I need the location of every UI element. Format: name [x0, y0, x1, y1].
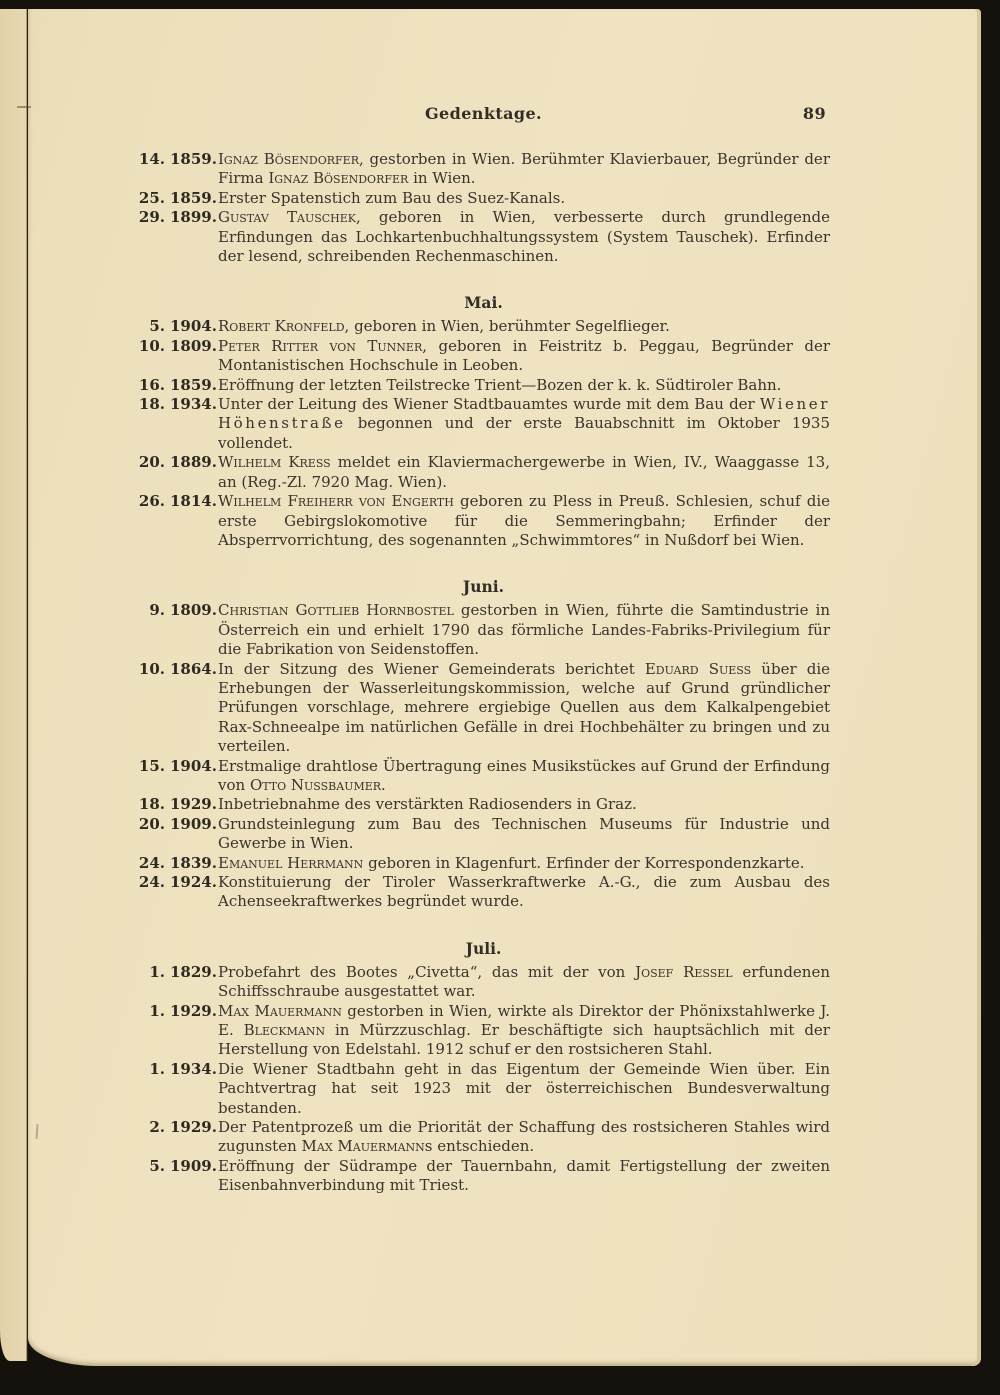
entry-year: 1909. — [170, 814, 217, 833]
entry-day: 29. — [138, 208, 165, 227]
entry-row — [135, 395, 832, 453]
entries-group — [135, 150, 832, 266]
entry-day: 1. — [149, 1059, 165, 1078]
entry-year: 1929. — [170, 1118, 217, 1137]
entry-text — [218, 1002, 830, 1060]
section-heading: Juni. — [462, 577, 505, 597]
entry-row — [135, 1118, 832, 1157]
entry-day: 18. — [138, 795, 165, 814]
person-name: Gustav Tauschek — [218, 208, 357, 227]
person-name: Bleckmann — [243, 1021, 326, 1040]
plain-text: Probefahrt des Bootes „Civetta“, das mit der von — [218, 962, 636, 981]
entry-text — [218, 337, 830, 376]
person-name: Josef Ressel — [635, 962, 733, 981]
entry-text — [218, 854, 830, 873]
plain-text: In der Sitzung des Wiener Gemeinderats berichtet — [218, 659, 645, 678]
plain-text: meldet ein Klaviermachergewerbe in Wien, IV., Waaggasse 13, an (Reg.-Zl. 7920 Mag. Wien). — [218, 453, 830, 491]
entry-day: 24. — [138, 873, 165, 891]
entry-row — [135, 376, 832, 395]
person-name: Christian Gottlieb Hornbostel — [218, 601, 454, 620]
plain-text: geboren in Klagenfurt. Erfinder der Korrespondenzkarte. — [363, 853, 805, 872]
plain-text: Erstmalige drahtlose Übertragung eines Musikstückes auf Grund der Erfindung von — [218, 756, 830, 794]
entry-row — [135, 1002, 832, 1060]
plain-text: , geboren in Feistritz b. Peggau, Begründer der Montanistischen Hochschule in Leoben. — [218, 336, 831, 375]
entry-year: 1904. — [170, 756, 217, 775]
entry-year: 1859. — [170, 375, 217, 394]
plain-text: , gestorben in Wien. Berühmter Klavierbauer, Begründer der Firma — [218, 150, 830, 188]
person-name: Ignaz Bösendorfer — [218, 150, 359, 168]
entry-day: 20. — [138, 453, 165, 472]
plain-text: in Wien. — [408, 169, 476, 188]
plain-text: Die Wiener Stadtbahn geht in das Eigentum der Gemeinde Wien über. Ein Pachtvertrag hat seit 1923 mit der österreichischen Bundesverwaltung bestanden. — [218, 1059, 830, 1117]
plain-text: , geboren in Wien, berühmter Segelflieger. — [344, 317, 670, 336]
person-name: Wilhelm Kress — [218, 453, 331, 472]
entry-day: 2. — [149, 1118, 165, 1137]
spaced-emphasis-text: Wiener Höhenstraße — [218, 395, 830, 433]
entry-year: 1899. — [170, 208, 217, 227]
entry-text — [218, 873, 830, 912]
plain-text: Inbetriebnahme des verstärkten Radiosenders in Graz. — [218, 795, 637, 814]
entry-text — [218, 1118, 830, 1157]
entry-row — [135, 601, 832, 659]
entry-row — [135, 317, 832, 336]
entry-text — [218, 757, 830, 796]
entry-day: 1. — [149, 1001, 165, 1020]
entries-group — [135, 317, 832, 550]
person-name: Robert Kronfeld — [218, 317, 345, 336]
entry-day: 5. — [149, 317, 165, 336]
entry-year: 1814. — [170, 492, 217, 511]
entry-row — [135, 873, 832, 912]
plain-text: Konstituierung der Tiroler Wasserkraftwerke A.-G., die zum Ausbau des Achenseekraftwerkes begründet wurde. — [218, 873, 830, 911]
entry-day: 10. — [138, 336, 165, 355]
plain-text: Der Patentprozeß um die Priorität der Schaffung des rostsicheren Stahles wird zugunsten — [218, 1118, 830, 1156]
entry-day: 5. — [149, 1156, 165, 1175]
plain-text: begonnen und der erste Bauabschnitt im Oktober 1935 vollendet. — [218, 414, 830, 452]
plain-text: geboren zu Pless in Preuß. Schlesien, schuf die erste Gebirgslokomotive für die Semmeringbahn; Erfinder der Absperrvorrichtung, des sogenannten „Schwimmtores“ in Nußdorf bei Wien. — [218, 492, 830, 549]
entry-text — [218, 453, 830, 492]
entry-day: 25. — [138, 188, 165, 207]
entry-day: 15. — [138, 756, 165, 775]
plain-text: gestorben in Wien, wirkte als Direktor der Phönixstahlwerke J. E. — [218, 1001, 830, 1040]
entry-year: 1839. — [170, 853, 217, 872]
entry-row — [135, 492, 832, 550]
entry-year: 1809. — [170, 601, 217, 620]
entry-row — [135, 189, 832, 208]
entry-row — [135, 757, 832, 796]
plain-text: Eröffnung der letzten Teilstrecke Trient—Bozen der k. k. Südtiroler Bahn. — [218, 375, 782, 394]
entry-text — [218, 376, 830, 395]
entry-text — [218, 189, 830, 208]
person-name: Eduard Suess — [644, 659, 752, 678]
entry-text — [218, 1060, 830, 1118]
entry-text — [218, 492, 830, 550]
entry-text — [218, 963, 830, 1002]
entry-row — [135, 1157, 832, 1196]
entry-year: 1889. — [170, 453, 217, 472]
person-name: Peter Ritter von Tunner — [218, 336, 423, 355]
entry-year: 1904. — [170, 317, 217, 336]
entry-row — [135, 854, 832, 873]
running-header — [135, 104, 832, 124]
crease-tick-mark — [17, 106, 31, 108]
entry-day: 26. — [138, 492, 165, 511]
entry-day: 10. — [138, 659, 165, 678]
plain-text: Unter der Leitung des Wiener Stadtbauamtes wurde mit dem Bau der — [218, 395, 760, 414]
plain-text: . — [381, 775, 386, 794]
entry-year: 1909. — [170, 1156, 217, 1175]
page-number: 89 — [802, 104, 826, 123]
entry-day: 16. — [138, 375, 165, 394]
entry-year: 1829. — [170, 962, 217, 981]
entry-day: 18. — [138, 395, 165, 414]
entry-day: 1. — [149, 962, 165, 981]
person-name: Emanuel Herrmann — [218, 853, 364, 872]
entry-row — [135, 453, 832, 492]
entry-year: 1859. — [170, 188, 217, 207]
plain-text: Eröffnung der Südrampe der Tauernbahn, damit Fertigstellung der zweiten Eisenbahnverbindung mit Triest. — [218, 1156, 830, 1195]
person-name: Ignaz Bösendorfer — [268, 169, 409, 188]
entry-text — [218, 601, 830, 659]
entry-text — [218, 660, 830, 757]
entry-year: 1809. — [170, 336, 217, 355]
entry-day: 20. — [138, 814, 165, 833]
entry-year: 1864. — [170, 659, 217, 678]
entry-year: 1924. — [170, 873, 217, 891]
entry-year: 1934. — [170, 395, 217, 414]
person-name: Max Mauermann — [218, 1001, 342, 1020]
entry-row — [135, 1060, 832, 1118]
plain-text: über die Erhebungen der Wasserleitungskommission, welche auf Grund gründlicher Prüfungen vorschlage, mehrere ergiebige Quellen aus dem Kalkalpengebiet Rax-Schneealpe im natürlichen Gefälle in drei Hochbehälter zu bringen und zu verteilen. — [218, 659, 831, 756]
page-title: Gedenktage. — [424, 104, 543, 123]
plain-text: s entschieden. — [424, 1137, 535, 1156]
entry-day: 14. — [138, 150, 165, 168]
sections-container — [135, 150, 832, 1196]
plain-text: Erster Spatenstich zum Bau des Suez-Kanals. — [218, 188, 566, 207]
entry-row — [135, 150, 832, 189]
entry-text — [218, 1157, 830, 1196]
person-name: Otto Nussbaumer — [249, 775, 382, 794]
entries-group — [135, 601, 832, 912]
person-name: Max Mauermann — [301, 1137, 425, 1156]
entry-text — [218, 208, 830, 266]
entry-year: 1929. — [170, 1001, 217, 1020]
entry-row — [135, 815, 832, 854]
page-content — [135, 104, 832, 1196]
entry-text — [218, 815, 830, 854]
entry-row — [135, 660, 832, 757]
section-heading: Juli. — [465, 938, 502, 958]
entry-row — [135, 208, 832, 266]
entry-year: 1934. — [170, 1059, 217, 1078]
entry-text — [218, 317, 830, 336]
person-name: Wilhelm Freiherr von Engerth — [218, 492, 454, 511]
plain-text: Grundsteinlegung zum Bau des Technischen Museums für Industrie und Gewerbe in Wien. — [218, 814, 830, 853]
plain-text: , geboren in Wien, verbesserte durch grundlegende Erfindungen das Lochkartenbuchhaltungssystem (System Tauschek). Erfinder der lesend, schreibenden Rechenmaschinen. — [218, 208, 830, 266]
entry-year: 1859. — [170, 150, 217, 168]
entry-text — [218, 150, 830, 189]
entry-day: 9. — [149, 601, 165, 620]
entry-year: 1929. — [170, 795, 217, 814]
entries-group — [135, 963, 832, 1196]
section-heading: Mai. — [464, 293, 503, 313]
entry-day: 24. — [138, 853, 165, 872]
entry-text — [218, 795, 830, 814]
entry-row — [135, 337, 832, 376]
plain-text: in Mürzzuschlag. Er beschäftigte sich hauptsächlich mit der Herstellung von Edelstahl. 1912 schuf er den rostsicheren Stahl. — [218, 1021, 830, 1059]
entry-row — [135, 963, 832, 1002]
entry-row — [135, 795, 832, 814]
left-page-edge — [0, 9, 27, 1361]
plain-text: gestorben in Wien, führte die Samtindustrie in Österreich ein und erhielt 1790 das förmliche Landes-Fabriks-Privilegium für die Fabrikation von Seidenstoffen. — [218, 601, 830, 659]
entry-text — [218, 395, 830, 453]
plain-text: erfundenen Schiffsschraube ausgestattet war. — [218, 962, 830, 1001]
